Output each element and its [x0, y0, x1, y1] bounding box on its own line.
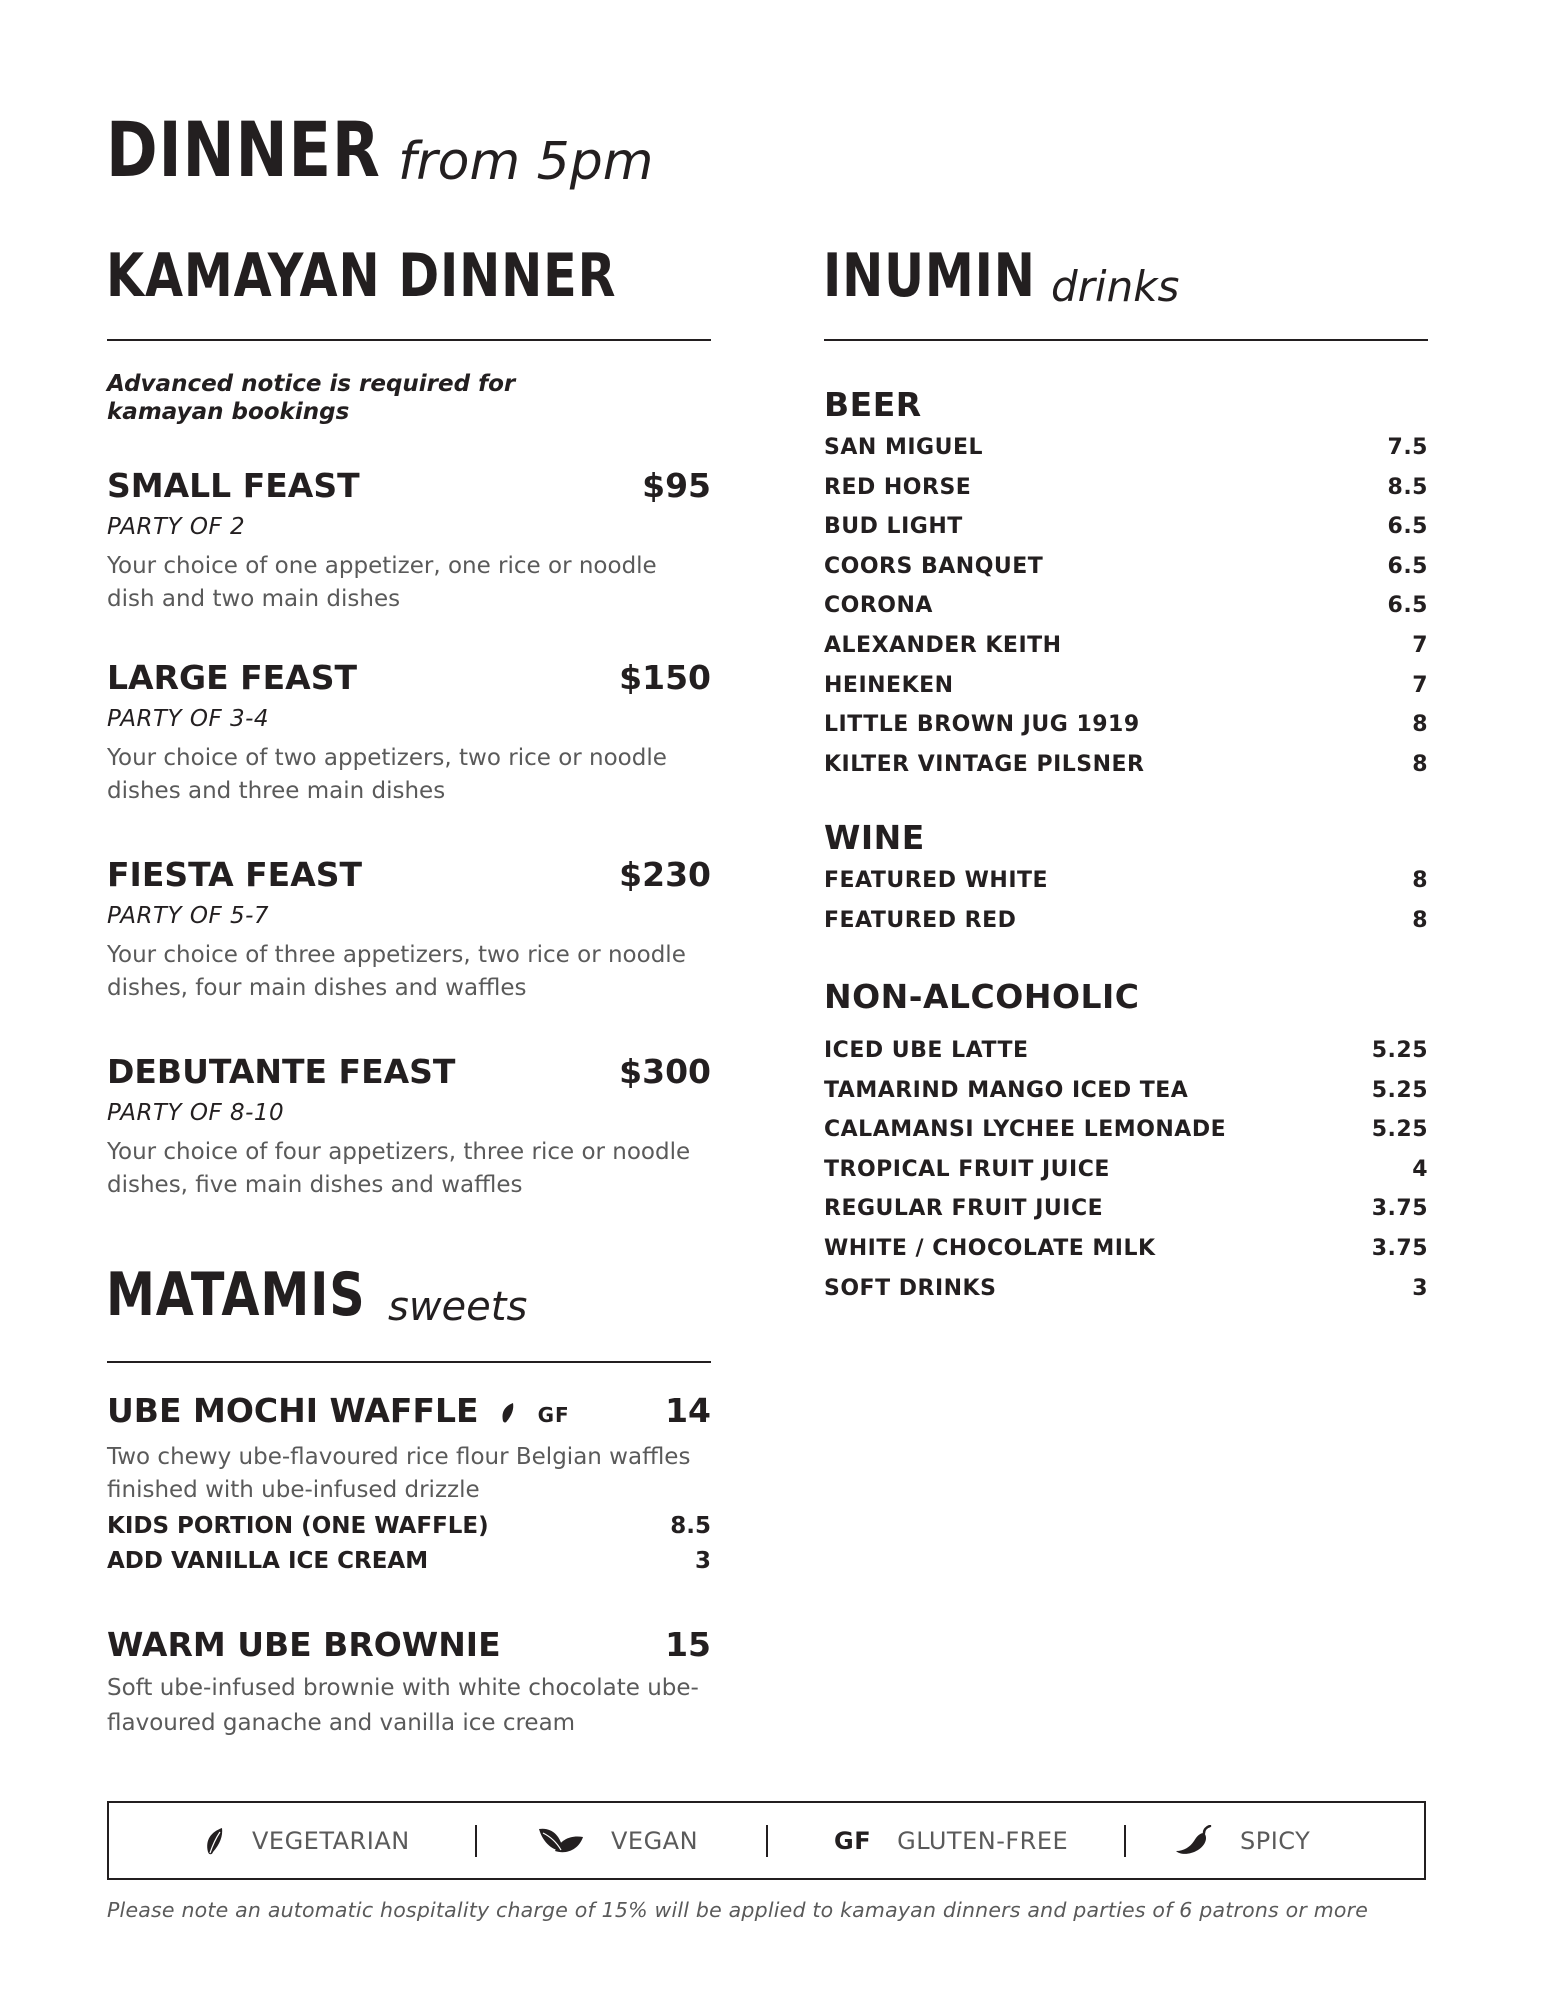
drink-price: 6.5 — [1387, 593, 1428, 619]
sweet-description: Soft ube-infused brownie with white chocolate ube-flavoured ganache and vanilla ice cream — [107, 1675, 699, 1736]
menu-header — [106, 105, 906, 194]
feast-price: $95 — [642, 466, 711, 505]
drink-price: 5.25 — [1371, 1077, 1428, 1103]
feast-description: Your choice of two appetizers, two rice or noodle dishes and three main dishes — [107, 745, 667, 804]
feast-party-size: PARTY OF 2 — [107, 514, 246, 540]
sweet-ube-mochi-waffle — [107, 1391, 711, 1579]
drink-name: CORONA — [824, 593, 933, 619]
sweet-name: WARM UBE BROWNIE — [107, 1625, 501, 1664]
addon-price: 8.5 — [670, 1513, 711, 1539]
feast-name: DEBUTANTE FEAST — [107, 1052, 456, 1091]
sweet-name: UBE MOCHI WAFFLE — [107, 1391, 479, 1430]
feast-fiesta — [107, 855, 711, 1005]
drink-name: RED HORSE — [824, 474, 972, 500]
page-title: DINNER — [106, 105, 381, 194]
drinks-title: INUMIN — [823, 241, 1036, 311]
drinks-subtitle: drinks — [1051, 262, 1180, 311]
drink-item — [824, 1189, 1428, 1229]
drink-price: 5.25 — [1371, 1038, 1428, 1063]
drink-category-title: BEER — [824, 385, 922, 424]
drink-price: 7 — [1412, 632, 1428, 658]
drink-category-title: WINE — [824, 818, 925, 857]
drink-price: 8 — [1412, 907, 1428, 933]
drink-name: BUD LIGHT — [824, 514, 963, 540]
feast-name: FIESTA FEAST — [107, 855, 363, 894]
legend-divider — [1124, 1825, 1126, 1857]
legend-label: VEGAN — [611, 1826, 699, 1855]
drink-price: 8 — [1412, 712, 1428, 738]
sweet-description: Two chewy ube-flavoured rice flour Belgian waffles finished with ube-infused drizzle — [107, 1444, 691, 1503]
drink-item — [824, 1110, 1428, 1150]
drink-name: FEATURED WHITE — [824, 868, 1049, 893]
feast-description: Your choice of three appetizers, two rice or noodle dishes, four main dishes and waffles — [107, 942, 686, 1001]
vegetarian-leaf-icon — [204, 1826, 226, 1856]
legend-vegan — [537, 1803, 698, 1878]
legend-vegetarian — [204, 1803, 410, 1878]
kamayan-section-title — [106, 241, 728, 311]
addon-name: KIDS PORTION (ONE WAFFLE) — [107, 1513, 489, 1539]
gluten-free-mark: GF — [834, 1826, 872, 1855]
drink-name: SOFT DRINKS — [824, 1275, 997, 1301]
drink-price: 3.75 — [1371, 1235, 1428, 1261]
drink-category-non-alcoholic — [824, 977, 1428, 1308]
drink-item — [824, 861, 1428, 901]
feast-party-size: PARTY OF 3-4 — [107, 706, 270, 732]
sweet-price: 14 — [665, 1391, 711, 1430]
sweets-section-title — [106, 1260, 706, 1330]
feast-price: $300 — [619, 1052, 711, 1091]
sweets-subtitle: sweets — [388, 1284, 528, 1330]
drink-item — [824, 901, 1428, 941]
feast-name: SMALL FEAST — [107, 466, 360, 505]
feast-description: Your choice of four appetizers, three rice or noodle dishes, five main dishes and waffles — [107, 1139, 691, 1198]
drinks-divider — [824, 339, 1428, 341]
drink-name: TAMARIND MANGO ICED TEA — [824, 1077, 1189, 1103]
drink-name: LITTLE BROWN JUG 1919 — [824, 712, 1140, 738]
feast-name: LARGE FEAST — [107, 658, 357, 697]
drink-name: COORS BANQUET — [824, 553, 1044, 579]
kamayan-title: KAMAYAN DINNER — [106, 241, 617, 311]
feast-description: Your choice of one appetizer, one rice or noodle dish and two main dishes — [107, 553, 657, 612]
drink-item — [824, 468, 1428, 508]
drink-item — [824, 626, 1428, 666]
drink-price: 3.75 — [1371, 1196, 1428, 1222]
drink-category-beer — [824, 385, 1428, 784]
addon-price: 3 — [694, 1548, 711, 1574]
drink-price: 6.5 — [1387, 553, 1428, 579]
feast-price: $150 — [619, 658, 711, 697]
dietary-legend — [107, 1801, 1426, 1880]
drink-name: ALEXANDER KEITH — [824, 632, 1062, 658]
kamayan-divider — [107, 339, 711, 341]
drink-item — [824, 745, 1428, 785]
legend-label: SPICY — [1240, 1826, 1311, 1855]
drink-price: 8 — [1412, 751, 1428, 777]
gluten-free-tag: GF — [537, 1403, 570, 1427]
legend-label: VEGETARIAN — [252, 1826, 410, 1855]
drink-category-wine — [824, 818, 1428, 940]
addon-row — [107, 1509, 711, 1544]
drink-item — [824, 547, 1428, 587]
legend-label: GLUTEN-FREE — [897, 1826, 1069, 1855]
legend-divider — [766, 1825, 768, 1857]
vegetarian-leaf-icon — [500, 1402, 516, 1424]
sweets-title: MATAMIS — [106, 1260, 366, 1330]
drink-item — [824, 705, 1428, 745]
feast-party-size: PARTY OF 8-10 — [107, 1100, 285, 1126]
drink-name: FEATURED RED — [824, 907, 1017, 933]
drink-item — [824, 1150, 1428, 1190]
page-subtitle: from 5pm — [398, 132, 654, 192]
drinks-section-title — [823, 241, 1423, 311]
drink-item — [824, 1071, 1428, 1111]
drink-item — [824, 1229, 1428, 1269]
sweet-warm-ube-brownie — [107, 1625, 711, 1741]
drink-price: 5.25 — [1371, 1117, 1428, 1143]
drink-category-title: NON-ALCOHOLIC — [824, 977, 1140, 1016]
drink-price: 6.5 — [1387, 514, 1428, 540]
sweet-price: 15 — [665, 1625, 711, 1664]
drink-name: CALAMANSI LYCHEE LEMONADE — [824, 1117, 1227, 1143]
legend-spicy — [1174, 1803, 1310, 1878]
legend-divider — [475, 1825, 477, 1857]
kamayan-notice: Advanced notice is required for kamayan bookings — [107, 371, 516, 425]
drink-name: KILTER VINTAGE PILSNER — [824, 751, 1145, 777]
addon-row — [107, 1544, 711, 1579]
drink-item — [824, 586, 1428, 626]
drink-name: WHITE / CHOCOLATE MILK — [824, 1235, 1156, 1261]
drink-item — [824, 1031, 1428, 1071]
drink-price: 7 — [1412, 672, 1428, 698]
drink-item — [824, 507, 1428, 547]
drink-name: REGULAR FRUIT JUICE — [824, 1196, 1104, 1222]
drink-price: 3 — [1412, 1275, 1428, 1301]
drink-price: 8.5 — [1387, 474, 1428, 500]
drink-price: 8 — [1412, 868, 1428, 893]
feast-debutante — [107, 1052, 711, 1202]
feast-large — [107, 658, 711, 808]
drink-item — [824, 428, 1428, 468]
feast-price: $230 — [619, 855, 711, 894]
feast-party-size: PARTY OF 5-7 — [107, 903, 270, 929]
drink-item — [824, 666, 1428, 706]
drink-item — [824, 1269, 1428, 1309]
drink-price: 4 — [1412, 1156, 1428, 1182]
addon-name: ADD VANILLA ICE CREAM — [107, 1548, 429, 1574]
drink-name: SAN MIGUEL — [824, 435, 983, 460]
drink-name: HEINEKEN — [824, 672, 954, 698]
vegan-leaves-icon — [537, 1825, 585, 1857]
hospitality-footnote: Please note an automatic hospitality charge of 15% will be applied to kamayan dinners and parties of 6 patrons or more — [107, 1898, 1369, 1922]
drink-price: 7.5 — [1387, 435, 1428, 460]
feast-small — [107, 466, 711, 616]
sweets-divider — [107, 1361, 711, 1363]
chili-pepper-icon — [1174, 1825, 1214, 1857]
drink-name: ICED UBE LATTE — [824, 1038, 1029, 1063]
drink-name: TROPICAL FRUIT JUICE — [824, 1156, 1110, 1182]
legend-gluten-free — [834, 1803, 1068, 1878]
